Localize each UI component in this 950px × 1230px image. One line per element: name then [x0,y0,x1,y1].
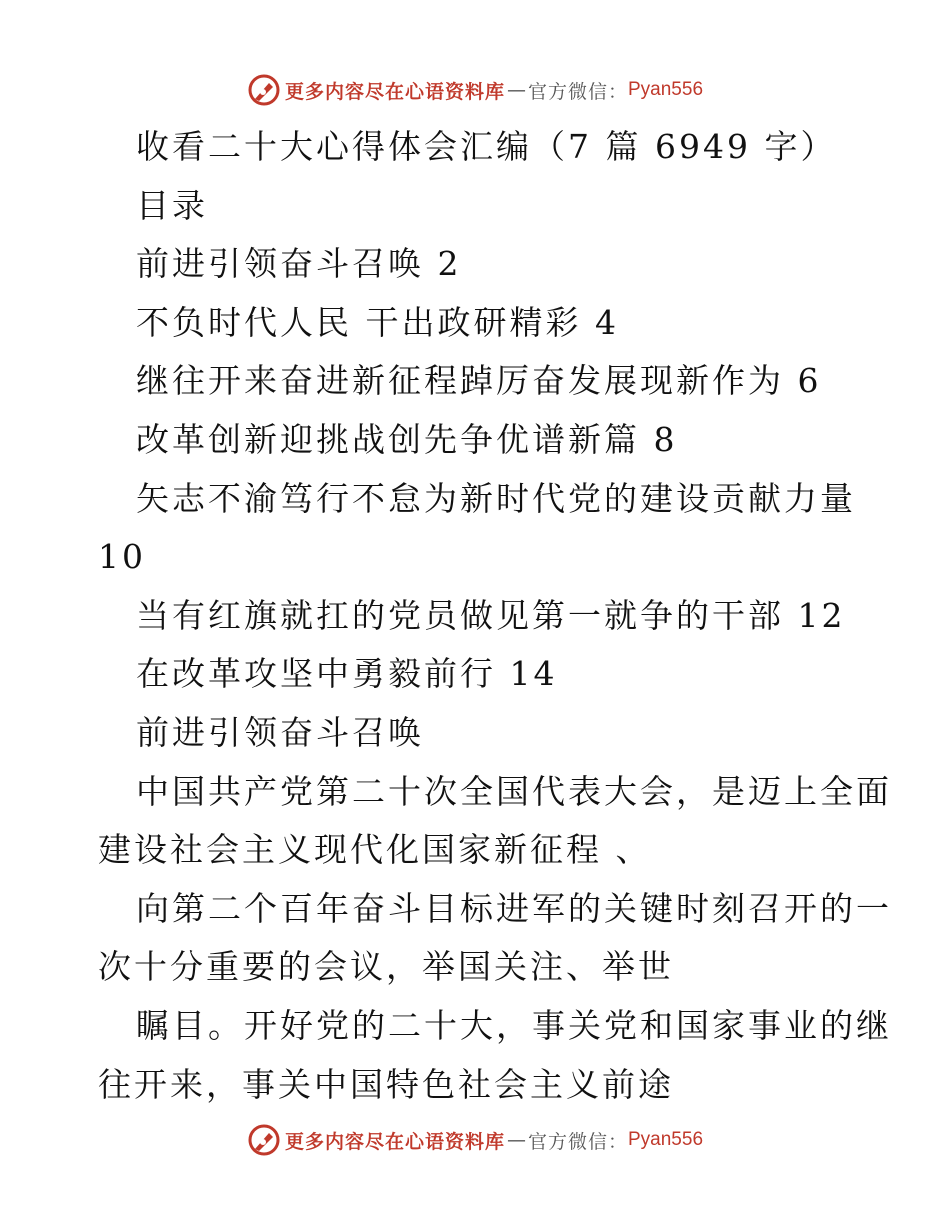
pen-logo-icon [247,73,281,107]
toc-item: 当有红旗就扛的党员做见第一就争的干部 12 [136,595,846,635]
banner-separator: — [506,79,526,101]
document-body [98,118,892,1114]
toc-item: 前进引领奋斗召唤 2 [136,244,462,284]
paragraph-line: 瞩目。开好党的二十大，事关党和国家事业的继 [136,1005,892,1045]
paragraph-line: 中国共产党第二十次全国代表大会，是迈上全面 [136,771,892,811]
paragraph-line: 向第二个百年奋斗目标进军的关键时刻召开的一 [136,888,892,928]
toc-item: 矢志不渝笃行不怠为新时代党的建设贡献力量 [136,478,856,518]
section-title: 前进引领奋斗召唤 [136,712,424,752]
toc-item: 继往开来奋进新征程踔厉奋发展现新作为 6 [136,361,822,401]
toc-item: 改革创新迎挑战创先争优谱新篇 8 [136,419,678,459]
banner-wechat-label: 官方微信： [527,80,628,103]
toc-item: 在改革攻坚中勇毅前行 14 [136,654,558,694]
banner-main-text: 更多内容尽在心语资料库 [284,1130,505,1153]
banner-wechat-label: 官方微信： [527,1130,628,1153]
footer-banner [0,1120,950,1160]
header-banner [0,70,950,110]
pen-logo-icon [247,1123,281,1157]
document-title: 收看二十大心得体会汇编（7 篇 6949 字） [136,127,837,166]
paragraph-line: 往开来，事关中国特色社会主义前途 [98,1064,674,1104]
toc-heading: 目录 [136,185,208,225]
banner-main-text: 更多内容尽在心语资料库 [284,80,505,103]
toc-item: 不负时代人民 干出政研精彩 4 [136,302,619,342]
banner-wechat-id: Pyan556 [628,1129,704,1150]
banner-wechat-id: Pyan556 [628,79,704,100]
banner-separator: — [506,1129,526,1151]
paragraph-line: 建设社会主义现代化国家新征程 、 [98,830,652,870]
paragraph-line: 次十分重要的会议，举国关注、举世 [98,947,674,987]
toc-item-page-wrap: 10 [98,537,146,577]
